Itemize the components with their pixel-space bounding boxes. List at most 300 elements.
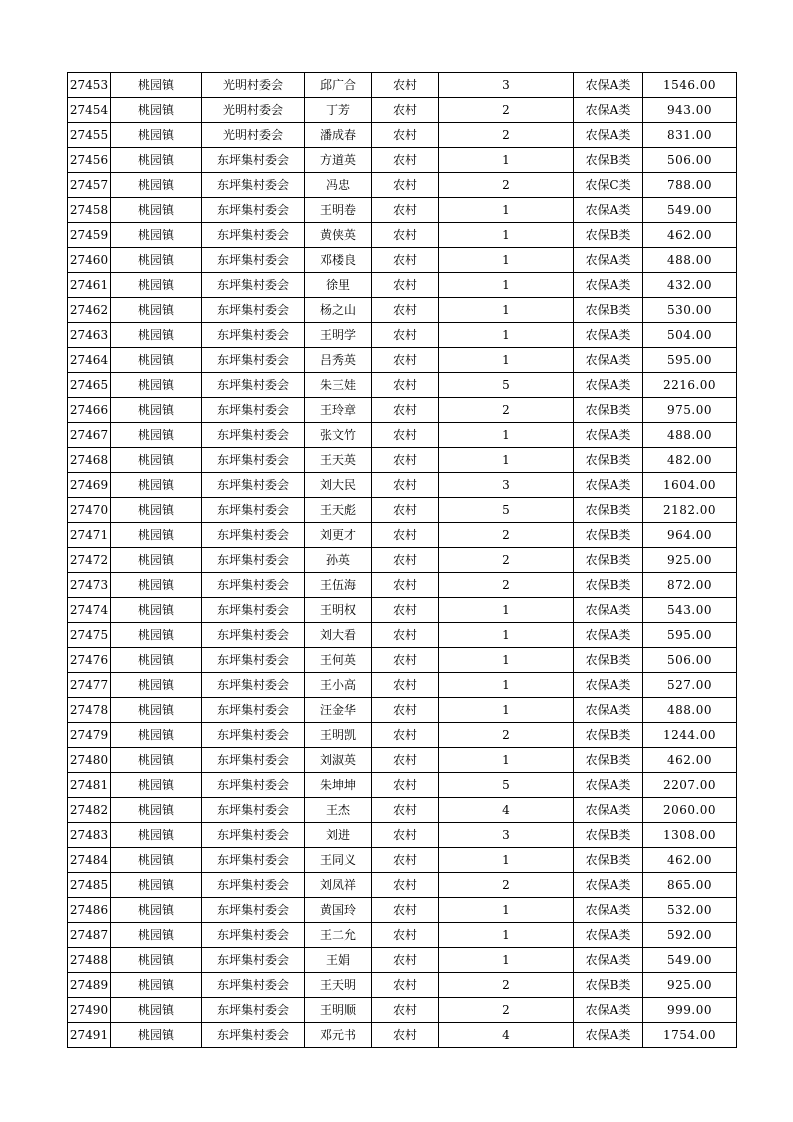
amount-cell: 506.00 [643, 148, 737, 173]
record-id-cell: 27472 [68, 548, 111, 573]
insurance-class-cell: 农保B类 [574, 498, 643, 523]
name-cell: 黄国玲 [305, 898, 372, 923]
area-type-cell: 农村 [372, 898, 439, 923]
table-row [68, 423, 737, 448]
household-count-cell: 5 [439, 373, 574, 398]
record-id-cell: 27486 [68, 898, 111, 923]
record-id-cell: 27462 [68, 298, 111, 323]
household-count-cell: 2 [439, 98, 574, 123]
insurance-class-cell: 农保A类 [574, 623, 643, 648]
town-cell: 桃园镇 [111, 98, 202, 123]
insurance-class-cell: 农保B类 [574, 223, 643, 248]
table-row [68, 648, 737, 673]
record-id-cell: 27459 [68, 223, 111, 248]
village-committee-cell: 东坪集村委会 [202, 498, 305, 523]
household-count-cell: 1 [439, 623, 574, 648]
household-count-cell: 2 [439, 998, 574, 1023]
town-cell: 桃园镇 [111, 248, 202, 273]
household-count-cell: 3 [439, 473, 574, 498]
insurance-class-cell: 农保A类 [574, 198, 643, 223]
amount-cell: 2207.00 [643, 773, 737, 798]
village-committee-cell: 东坪集村委会 [202, 248, 305, 273]
insurance-class-cell: 农保A类 [574, 1023, 643, 1048]
insurance-class-cell: 农保A类 [574, 598, 643, 623]
amount-cell: 527.00 [643, 673, 737, 698]
area-type-cell: 农村 [372, 973, 439, 998]
amount-cell: 1308.00 [643, 823, 737, 848]
area-type-cell: 农村 [372, 548, 439, 573]
name-cell: 刘淑英 [305, 748, 372, 773]
household-count-cell: 2 [439, 173, 574, 198]
village-committee-cell: 东坪集村委会 [202, 998, 305, 1023]
insurance-class-cell: 农保A类 [574, 273, 643, 298]
record-id-cell: 27477 [68, 673, 111, 698]
household-count-cell: 1 [439, 698, 574, 723]
household-count-cell: 2 [439, 973, 574, 998]
amount-cell: 462.00 [643, 223, 737, 248]
insurance-class-cell: 农保A类 [574, 948, 643, 973]
table-row [68, 273, 737, 298]
area-type-cell: 农村 [372, 398, 439, 423]
name-cell: 王伍海 [305, 573, 372, 598]
record-id-cell: 27491 [68, 1023, 111, 1048]
area-type-cell: 农村 [372, 523, 439, 548]
area-type-cell: 农村 [372, 823, 439, 848]
town-cell: 桃园镇 [111, 673, 202, 698]
record-id-cell: 27457 [68, 173, 111, 198]
village-committee-cell: 东坪集村委会 [202, 873, 305, 898]
name-cell: 王同义 [305, 848, 372, 873]
town-cell: 桃园镇 [111, 1023, 202, 1048]
amount-cell: 592.00 [643, 923, 737, 948]
name-cell: 刘凤祥 [305, 873, 372, 898]
village-committee-cell: 东坪集村委会 [202, 773, 305, 798]
household-count-cell: 2 [439, 398, 574, 423]
household-count-cell: 1 [439, 348, 574, 373]
amount-cell: 506.00 [643, 648, 737, 673]
insurance-class-cell: 农保B类 [574, 148, 643, 173]
amount-cell: 964.00 [643, 523, 737, 548]
household-count-cell: 1 [439, 748, 574, 773]
table-row [68, 948, 737, 973]
area-type-cell: 农村 [372, 1023, 439, 1048]
name-cell: 王天英 [305, 448, 372, 473]
town-cell: 桃园镇 [111, 748, 202, 773]
area-type-cell: 农村 [372, 773, 439, 798]
table-row [68, 523, 737, 548]
table-row [68, 573, 737, 598]
village-committee-cell: 东坪集村委会 [202, 373, 305, 398]
insurance-class-cell: 农保A类 [574, 323, 643, 348]
area-type-cell: 农村 [372, 648, 439, 673]
area-type-cell: 农村 [372, 323, 439, 348]
record-id-cell: 27463 [68, 323, 111, 348]
town-cell: 桃园镇 [111, 198, 202, 223]
town-cell: 桃园镇 [111, 448, 202, 473]
table-row [68, 548, 737, 573]
table-row [68, 673, 737, 698]
name-cell: 王玲章 [305, 398, 372, 423]
insurance-class-cell: 农保B类 [574, 398, 643, 423]
town-cell: 桃园镇 [111, 398, 202, 423]
household-count-cell: 1 [439, 648, 574, 673]
household-count-cell: 1 [439, 948, 574, 973]
household-count-cell: 2 [439, 548, 574, 573]
village-committee-cell: 东坪集村委会 [202, 548, 305, 573]
table-row [68, 73, 737, 98]
record-id-cell: 27481 [68, 773, 111, 798]
village-committee-cell: 东坪集村委会 [202, 648, 305, 673]
town-cell: 桃园镇 [111, 423, 202, 448]
name-cell: 王小高 [305, 673, 372, 698]
village-committee-cell: 东坪集村委会 [202, 898, 305, 923]
household-count-cell: 4 [439, 1023, 574, 1048]
record-id-cell: 27470 [68, 498, 111, 523]
insurance-class-cell: 农保A类 [574, 423, 643, 448]
village-committee-cell: 东坪集村委会 [202, 173, 305, 198]
amount-cell: 488.00 [643, 248, 737, 273]
village-committee-cell: 东坪集村委会 [202, 698, 305, 723]
name-cell: 刘大民 [305, 473, 372, 498]
amount-cell: 543.00 [643, 598, 737, 623]
town-cell: 桃园镇 [111, 898, 202, 923]
insurance-class-cell: 农保B类 [574, 548, 643, 573]
village-committee-cell: 东坪集村委会 [202, 148, 305, 173]
record-id-cell: 27487 [68, 923, 111, 948]
village-committee-cell: 东坪集村委会 [202, 323, 305, 348]
village-committee-cell: 东坪集村委会 [202, 823, 305, 848]
village-committee-cell: 东坪集村委会 [202, 748, 305, 773]
record-id-cell: 27461 [68, 273, 111, 298]
village-committee-cell: 东坪集村委会 [202, 573, 305, 598]
amount-cell: 549.00 [643, 948, 737, 973]
town-cell: 桃园镇 [111, 348, 202, 373]
town-cell: 桃园镇 [111, 148, 202, 173]
insurance-class-cell: 农保B类 [574, 573, 643, 598]
village-committee-cell: 东坪集村委会 [202, 198, 305, 223]
area-type-cell: 农村 [372, 598, 439, 623]
insurance-class-cell: 农保C类 [574, 173, 643, 198]
household-count-cell: 1 [439, 448, 574, 473]
name-cell: 张文竹 [305, 423, 372, 448]
name-cell: 黄侠英 [305, 223, 372, 248]
household-count-cell: 1 [439, 298, 574, 323]
area-type-cell: 农村 [372, 848, 439, 873]
table-row [68, 173, 737, 198]
amount-cell: 2182.00 [643, 498, 737, 523]
insurance-class-cell: 农保B类 [574, 823, 643, 848]
amount-cell: 549.00 [643, 198, 737, 223]
village-committee-cell: 东坪集村委会 [202, 448, 305, 473]
area-type-cell: 农村 [372, 698, 439, 723]
record-id-cell: 27475 [68, 623, 111, 648]
insurance-class-cell: 农保A类 [574, 798, 643, 823]
area-type-cell: 农村 [372, 148, 439, 173]
village-committee-cell: 东坪集村委会 [202, 523, 305, 548]
insurance-class-cell: 农保A类 [574, 348, 643, 373]
town-cell: 桃园镇 [111, 798, 202, 823]
village-committee-cell: 东坪集村委会 [202, 598, 305, 623]
village-committee-cell: 东坪集村委会 [202, 973, 305, 998]
record-id-cell: 27468 [68, 448, 111, 473]
insurance-class-cell: 农保B类 [574, 448, 643, 473]
insurance-class-cell: 农保A类 [574, 923, 643, 948]
name-cell: 王二允 [305, 923, 372, 948]
record-id-cell: 27466 [68, 398, 111, 423]
amount-cell: 831.00 [643, 123, 737, 148]
household-count-cell: 1 [439, 223, 574, 248]
village-committee-cell: 东坪集村委会 [202, 623, 305, 648]
amount-cell: 865.00 [643, 873, 737, 898]
table-row [68, 473, 737, 498]
village-committee-cell: 东坪集村委会 [202, 273, 305, 298]
insurance-class-cell: 农保A类 [574, 998, 643, 1023]
insurance-class-cell: 农保B类 [574, 523, 643, 548]
name-cell: 王明学 [305, 323, 372, 348]
village-committee-cell: 东坪集村委会 [202, 723, 305, 748]
name-cell: 方道英 [305, 148, 372, 173]
town-cell: 桃园镇 [111, 698, 202, 723]
town-cell: 桃园镇 [111, 473, 202, 498]
amount-cell: 999.00 [643, 998, 737, 1023]
table-row [68, 123, 737, 148]
household-count-cell: 1 [439, 598, 574, 623]
town-cell: 桃园镇 [111, 123, 202, 148]
table-body [68, 73, 737, 1048]
amount-cell: 595.00 [643, 348, 737, 373]
record-id-cell: 27464 [68, 348, 111, 373]
name-cell: 吕秀英 [305, 348, 372, 373]
village-committee-cell: 东坪集村委会 [202, 948, 305, 973]
amount-cell: 1754.00 [643, 1023, 737, 1048]
household-count-cell: 1 [439, 248, 574, 273]
household-count-cell: 1 [439, 198, 574, 223]
table-row [68, 198, 737, 223]
area-type-cell: 农村 [372, 723, 439, 748]
town-cell: 桃园镇 [111, 998, 202, 1023]
insurance-class-cell: 农保A类 [574, 698, 643, 723]
household-count-cell: 2 [439, 123, 574, 148]
household-count-cell: 1 [439, 273, 574, 298]
record-id-cell: 27478 [68, 698, 111, 723]
record-id-cell: 27455 [68, 123, 111, 148]
table-row [68, 348, 737, 373]
name-cell: 刘进 [305, 823, 372, 848]
area-type-cell: 农村 [372, 348, 439, 373]
area-type-cell: 农村 [372, 123, 439, 148]
area-type-cell: 农村 [372, 573, 439, 598]
town-cell: 桃园镇 [111, 73, 202, 98]
name-cell: 王娟 [305, 948, 372, 973]
area-type-cell: 农村 [372, 673, 439, 698]
data-table [67, 72, 737, 1048]
table-row [68, 98, 737, 123]
amount-cell: 2060.00 [643, 798, 737, 823]
name-cell: 王明卷 [305, 198, 372, 223]
insurance-class-cell: 农保A类 [574, 873, 643, 898]
record-id-cell: 27467 [68, 423, 111, 448]
name-cell: 王明权 [305, 598, 372, 623]
record-id-cell: 27465 [68, 373, 111, 398]
table-row [68, 848, 737, 873]
amount-cell: 943.00 [643, 98, 737, 123]
household-count-cell: 2 [439, 523, 574, 548]
household-count-cell: 1 [439, 423, 574, 448]
record-id-cell: 27454 [68, 98, 111, 123]
insurance-class-cell: 农保A类 [574, 73, 643, 98]
village-committee-cell: 光明村委会 [202, 73, 305, 98]
area-type-cell: 农村 [372, 223, 439, 248]
table-row [68, 998, 737, 1023]
amount-cell: 504.00 [643, 323, 737, 348]
name-cell: 朱三娃 [305, 373, 372, 398]
record-id-cell: 27476 [68, 648, 111, 673]
insurance-class-cell: 农保B类 [574, 748, 643, 773]
area-type-cell: 农村 [372, 798, 439, 823]
area-type-cell: 农村 [372, 298, 439, 323]
table-row [68, 723, 737, 748]
amount-cell: 532.00 [643, 898, 737, 923]
name-cell: 冯忠 [305, 173, 372, 198]
record-id-cell: 27471 [68, 523, 111, 548]
area-type-cell: 农村 [372, 873, 439, 898]
area-type-cell: 农村 [372, 198, 439, 223]
name-cell: 王天彪 [305, 498, 372, 523]
village-committee-cell: 东坪集村委会 [202, 673, 305, 698]
town-cell: 桃园镇 [111, 323, 202, 348]
village-committee-cell: 东坪集村委会 [202, 223, 305, 248]
amount-cell: 482.00 [643, 448, 737, 473]
household-count-cell: 2 [439, 723, 574, 748]
name-cell: 孙英 [305, 548, 372, 573]
table-row [68, 623, 737, 648]
table-row [68, 223, 737, 248]
name-cell: 杨之山 [305, 298, 372, 323]
household-count-cell: 1 [439, 898, 574, 923]
village-committee-cell: 东坪集村委会 [202, 398, 305, 423]
insurance-class-cell: 农保A类 [574, 248, 643, 273]
area-type-cell: 农村 [372, 748, 439, 773]
village-committee-cell: 东坪集村委会 [202, 1023, 305, 1048]
record-id-cell: 27453 [68, 73, 111, 98]
household-count-cell: 3 [439, 823, 574, 848]
name-cell: 王杰 [305, 798, 372, 823]
amount-cell: 488.00 [643, 698, 737, 723]
household-count-cell: 2 [439, 573, 574, 598]
table-row [68, 1023, 737, 1048]
insurance-class-cell: 农保B类 [574, 723, 643, 748]
town-cell: 桃园镇 [111, 723, 202, 748]
name-cell: 王明凯 [305, 723, 372, 748]
insurance-class-cell: 农保A类 [574, 773, 643, 798]
amount-cell: 462.00 [643, 748, 737, 773]
insurance-class-cell: 农保A类 [574, 673, 643, 698]
record-id-cell: 27479 [68, 723, 111, 748]
household-count-cell: 1 [439, 923, 574, 948]
area-type-cell: 农村 [372, 473, 439, 498]
name-cell: 朱坤坤 [305, 773, 372, 798]
town-cell: 桃园镇 [111, 373, 202, 398]
table-row [68, 898, 737, 923]
village-committee-cell: 东坪集村委会 [202, 923, 305, 948]
household-count-cell: 5 [439, 773, 574, 798]
name-cell: 徐里 [305, 273, 372, 298]
area-type-cell: 农村 [372, 948, 439, 973]
table-row [68, 398, 737, 423]
area-type-cell: 农村 [372, 248, 439, 273]
record-id-cell: 27484 [68, 848, 111, 873]
village-committee-cell: 东坪集村委会 [202, 348, 305, 373]
table-row [68, 973, 737, 998]
town-cell: 桃园镇 [111, 273, 202, 298]
amount-cell: 2216.00 [643, 373, 737, 398]
amount-cell: 1546.00 [643, 73, 737, 98]
table-row [68, 798, 737, 823]
amount-cell: 1604.00 [643, 473, 737, 498]
area-type-cell: 农村 [372, 448, 439, 473]
name-cell: 刘更才 [305, 523, 372, 548]
area-type-cell: 农村 [372, 498, 439, 523]
insurance-class-cell: 农保A类 [574, 473, 643, 498]
insurance-class-cell: 农保A类 [574, 373, 643, 398]
table-row [68, 873, 737, 898]
amount-cell: 1244.00 [643, 723, 737, 748]
amount-cell: 488.00 [643, 423, 737, 448]
area-type-cell: 农村 [372, 373, 439, 398]
amount-cell: 595.00 [643, 623, 737, 648]
town-cell: 桃园镇 [111, 823, 202, 848]
name-cell: 邓楼良 [305, 248, 372, 273]
insurance-class-cell: 农保B类 [574, 648, 643, 673]
table-row [68, 448, 737, 473]
name-cell: 王何英 [305, 648, 372, 673]
town-cell: 桃园镇 [111, 573, 202, 598]
name-cell: 潘成春 [305, 123, 372, 148]
town-cell: 桃园镇 [111, 523, 202, 548]
amount-cell: 462.00 [643, 848, 737, 873]
record-id-cell: 27460 [68, 248, 111, 273]
record-id-cell: 27485 [68, 873, 111, 898]
table-row [68, 698, 737, 723]
record-id-cell: 27469 [68, 473, 111, 498]
town-cell: 桃园镇 [111, 948, 202, 973]
table-row [68, 773, 737, 798]
table-row [68, 248, 737, 273]
town-cell: 桃园镇 [111, 623, 202, 648]
area-type-cell: 农村 [372, 998, 439, 1023]
name-cell: 刘大看 [305, 623, 372, 648]
name-cell: 王天明 [305, 973, 372, 998]
record-id-cell: 27488 [68, 948, 111, 973]
town-cell: 桃园镇 [111, 548, 202, 573]
town-cell: 桃园镇 [111, 298, 202, 323]
area-type-cell: 农村 [372, 98, 439, 123]
table-row [68, 598, 737, 623]
area-type-cell: 农村 [372, 923, 439, 948]
record-id-cell: 27458 [68, 198, 111, 223]
record-id-cell: 27482 [68, 798, 111, 823]
amount-cell: 925.00 [643, 973, 737, 998]
record-id-cell: 27473 [68, 573, 111, 598]
area-type-cell: 农村 [372, 423, 439, 448]
record-id-cell: 27474 [68, 598, 111, 623]
household-count-cell: 4 [439, 798, 574, 823]
village-committee-cell: 东坪集村委会 [202, 473, 305, 498]
insurance-class-cell: 农保A类 [574, 98, 643, 123]
name-cell: 邓元书 [305, 1023, 372, 1048]
area-type-cell: 农村 [372, 623, 439, 648]
name-cell: 邱广合 [305, 73, 372, 98]
